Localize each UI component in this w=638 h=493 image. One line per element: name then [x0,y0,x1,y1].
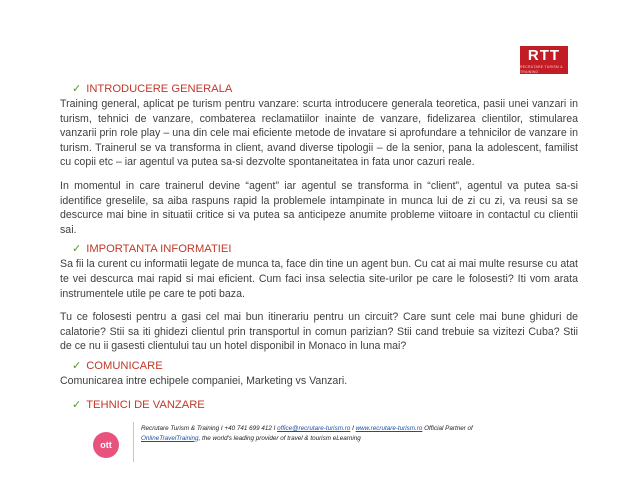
footer-divider [133,422,134,462]
website-link[interactable]: www.recrutare-turism.ro [355,425,423,432]
ott-logo-badge: ott [93,432,119,458]
paragraph: Tu ce folosesti pentru a gasi cel mai bun itinerariu pentru un circuit? Care sunt cele mai bune ghiduri de calatorie? Stii sa iti ghidezi clientul prin transportul in comun parizian? Stii cand trebuie sa vizitezi Cuba? Stii de ce nu ii gasesti clientului tau un hotel disponibil in Monaco in luna mai? [60,311,578,353]
heading-text: IMPORTANTA INFORMATIEI [86,243,232,256]
footer-contact: Recrutare Turism & Training I +40 741 699 412 I [141,425,278,432]
footer-separator: I [350,425,356,432]
footer-text [141,424,571,443]
section-heading-importance [72,242,578,257]
checkmark-icon: ✓ [72,83,82,95]
section-heading-communication [72,359,578,374]
logo-text: RTT [527,47,561,64]
heading-text: INTRODUCERE GENERALA [86,83,233,95]
footer-partner-desc: , the world's leading provider of travel & tourism eLearning [198,434,361,442]
partner-link[interactable]: OnlineTravelTraining [141,434,199,442]
checkmark-icon: ✓ [72,398,82,411]
heading-text: COMUNICARE [86,359,163,372]
paragraph: Comunicarea intre echipele companiei, Marketing vs Vanzari. [60,374,348,387]
footer-partner-label: Official Partner of [422,425,473,432]
section-heading-intro [72,82,578,97]
rtt-logo [520,46,568,74]
heading-text: TEHNICI DE VANZARE [86,398,205,411]
logo-subtitle: RECRUTARE TURISM & TRAINING [520,65,563,74]
page-footer [93,420,573,462]
section-heading-sales-techniques [72,398,578,413]
email-link[interactable]: office@recrutare-turism.ro [277,425,351,432]
paragraph: In momentul in care trainerul devine “agent” iar agentul se transforma in “client”, agentul va putea sa-si identifice greselile, sa aiba raspuns rapid la problemele intampinate in munca lui de zi cu zi, va reusi sa se descurce mai bine in situatii critice si va putea sa anticipeze anumite probleme viitoare in contactul cu clientii sai. [60,179,578,236]
checkmark-icon: ✓ [72,243,82,256]
paragraph: Training general, aplicat pe turism pentru vanzare: scurta introducere generala teoretica, pasii unei vanzari in turism, tehnici de vanzare, combaterea reclamatiilor inainte de vanzare, fidelizarea clientilor, stimularea vanzarii prin role play – una din cele mai eficiente metode de invatare si aprofundare a tehnicilor de vanzare in turism. Trainerul se va transforma in client, avand diverse tipologii – de la senior, pana la adolescent, familist cu copii etc – iar agentul va putea sa-si dezvolte spontaneitatea in fata unor cazuri reale. [60,98,578,169]
checkmark-icon: ✓ [72,359,82,372]
paragraph: Sa fii la curent cu informatii legate de munca ta, face din tine un agent bun. Cu cat ai mai multe resurse cu atat te vei descurca mai rapid si mai eficient. Cum faci insa selectia site-urilor pe care le folosesti? Iti vom arata instrumentele utile pe care te poti baza. [60,258,578,300]
document-body [60,82,578,413]
